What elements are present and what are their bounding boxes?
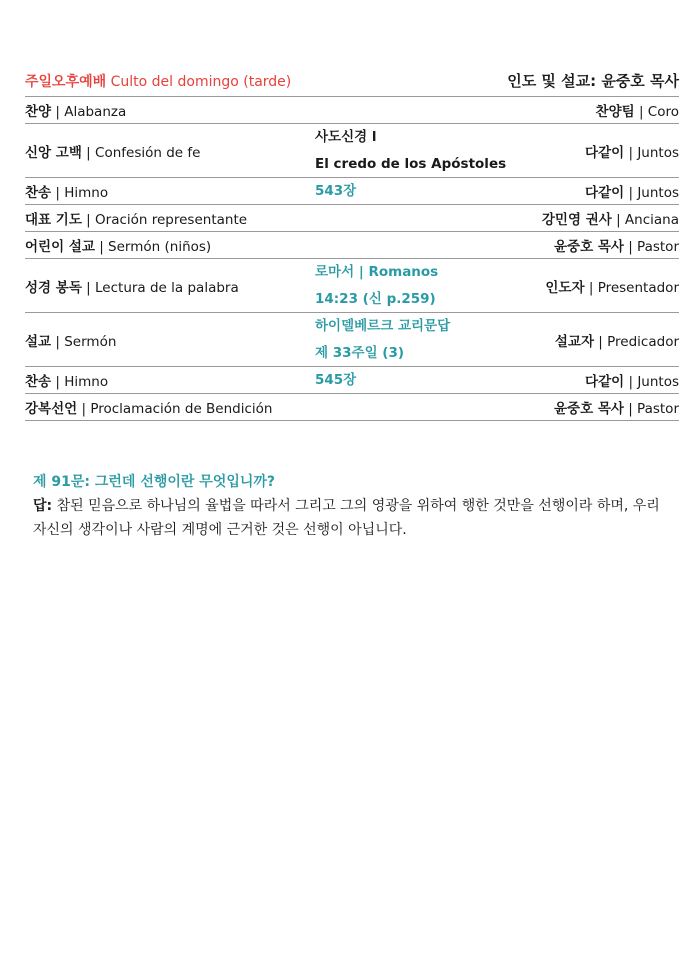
order-item: 설교 | Sermón: [25, 333, 117, 350]
order-leader: 찬양팀 | Coro: [595, 104, 679, 120]
catechism-answer: [33, 494, 663, 542]
order-leader: 다같이 | Juntos: [585, 374, 679, 390]
order-item-es: Lectura de la palabra: [95, 279, 239, 296]
service-title-es: Culto del domingo (tarde): [110, 74, 292, 90]
order-leader-ko: 설교자: [554, 333, 594, 350]
order-item: 강복선언 | Proclamación de Bendición: [25, 401, 273, 417]
order-item-ko: 강복선언: [25, 401, 78, 417]
order-leader: 윤중호 목사 | Pastor: [554, 239, 679, 255]
order-item-es: Oración representante: [95, 212, 248, 228]
order-detail: [315, 124, 535, 178]
order-item: 찬양 | Alabanza: [25, 104, 127, 120]
catechism-section: [33, 470, 663, 542]
preacher-label: 인도 및 설교: 윤중호 목사: [507, 72, 679, 90]
order-detail-line: 하이델베르크 교리문답: [315, 317, 451, 334]
order-detail-line: 543장: [315, 182, 357, 199]
order-leader: 인도자 | Presentador: [545, 279, 679, 296]
order-detail-line: 제 33주일 (3): [315, 344, 405, 361]
catechism-question: 제 91문: 그런데 선행이란 무엇입니까?: [33, 474, 276, 490]
order-item-es: Sermón (niños): [108, 239, 212, 255]
order-leader-es: Pastor: [637, 401, 679, 417]
order-detail-line: 로마서 | Romanos: [315, 263, 439, 280]
order-leader-es: Juntos: [637, 185, 679, 201]
order-leader-es: Juntos: [637, 144, 679, 161]
order-item: 신앙 고백 | Confesión de fe: [25, 144, 201, 161]
order-leader-es: Predicador: [607, 333, 679, 350]
order-leader-ko: 인도자: [545, 279, 585, 296]
order-leader: 다같이 | Juntos: [585, 144, 679, 161]
order-leader-ko: 강민영 권사: [541, 212, 612, 228]
order-row: [25, 178, 679, 205]
order-leader-ko: 다같이: [585, 144, 625, 161]
order-detail-line: 545장: [315, 371, 357, 388]
order-item: 어린이 설교 | Sermón (niños): [25, 239, 212, 255]
order-row: [25, 259, 679, 313]
order-item-es: Himno: [64, 374, 109, 390]
order-detail-line: 14:23 (신 p.259): [315, 290, 436, 307]
order-item-ko: 성경 봉독: [25, 279, 82, 296]
order-item-es: Confesión de fe: [95, 144, 201, 161]
order-leader: 윤중호 목사 | Pastor: [554, 401, 679, 417]
order-item-ko: 어린이 설교: [25, 239, 95, 255]
order-of-worship: [25, 68, 679, 421]
order-item: 찬송 | Himno: [25, 374, 109, 390]
order-item: 성경 봉독 | Lectura de la palabra: [25, 279, 239, 296]
order-item-es: Himno: [64, 185, 109, 201]
order-item-ko: 신앙 고백: [25, 144, 82, 161]
order-detail-line: 사도신경 l: [315, 128, 377, 145]
order-item-es: Alabanza: [64, 104, 127, 120]
order-leader-ko: 윤중호 목사: [554, 401, 624, 417]
service-title: [25, 71, 291, 96]
order-detail: [315, 367, 535, 394]
order-row: [25, 205, 679, 232]
order-leader: 강민영 권사 | Anciana: [541, 212, 679, 228]
order-detail-line: El credo de los Apóstoles: [315, 155, 507, 172]
order-leader-ko: 다같이: [585, 374, 625, 390]
service-header: [25, 68, 679, 97]
answer-text: 참된 믿음으로 하나님의 율법을 따라서 그리고 그의 영광을 위하여 행한 것만을 선행이라 하며, 우리 자신의 생각이나 사람의 계명에 근거한 것은 선행이 아닙니다.: [33, 498, 660, 538]
order-item-ko: 찬송: [25, 374, 52, 390]
order-leader-es: Pastor: [637, 239, 679, 255]
order-row: [25, 97, 679, 124]
order-leader-es: Coro: [647, 104, 679, 120]
order-leader-ko: 윤중호 목사: [554, 239, 624, 255]
order-row: [25, 367, 679, 394]
order-detail: [315, 259, 535, 313]
answer-label: 답:: [33, 498, 53, 514]
order-leader-ko: 찬양팀: [595, 104, 635, 120]
order-item-ko: 대표 기도: [25, 212, 82, 228]
order-item-ko: 설교: [25, 333, 52, 350]
order-item-es: Sermón: [64, 333, 117, 350]
order-row: [25, 232, 679, 259]
order-detail: [315, 313, 535, 367]
order-leader-es: Anciana: [624, 212, 679, 228]
order-item-es: Proclamación de Bendición: [90, 401, 273, 417]
service-title-ko: 주일오후예배: [25, 74, 107, 90]
order-row: [25, 313, 679, 367]
order-leader-es: Juntos: [637, 374, 679, 390]
order-leader-es: Presentador: [597, 279, 679, 296]
order-item: 대표 기도 | Oración representante: [25, 212, 248, 228]
order-leader: 다같이 | Juntos: [585, 185, 679, 201]
order-row: [25, 124, 679, 178]
order-leader: 설교자 | Predicador: [554, 333, 679, 350]
worship-order-table: [25, 97, 679, 421]
order-leader-ko: 다같이: [585, 185, 625, 201]
order-item-ko: 찬양: [25, 104, 52, 120]
order-row: [25, 394, 679, 421]
order-item: 찬송 | Himno: [25, 185, 109, 201]
order-detail: [315, 178, 535, 205]
order-item-ko: 찬송: [25, 185, 52, 201]
